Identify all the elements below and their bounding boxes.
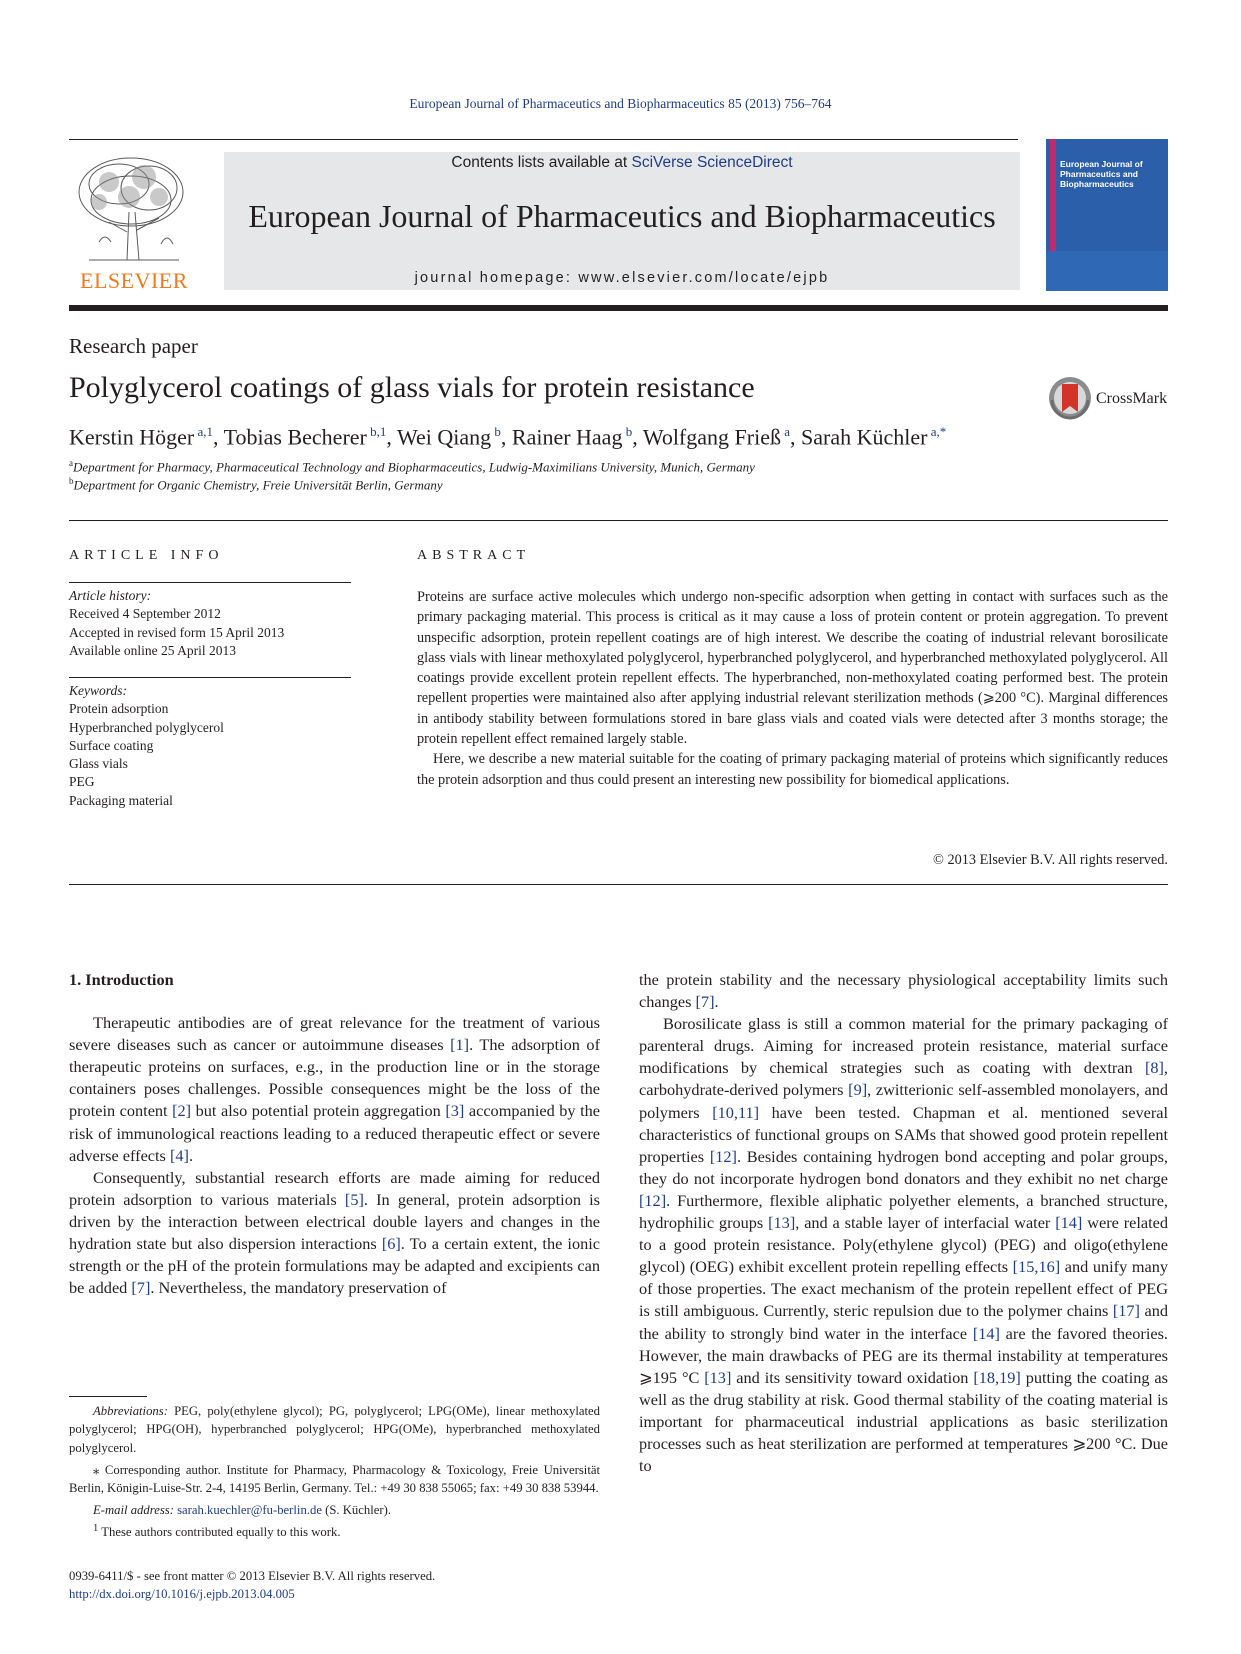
citation-link[interactable]: [12] xyxy=(639,1190,667,1210)
body-text: have been tested. Chapman et al. mentioned several characteristics of functional groups on SAMs that showed good protein repellent properties xyxy=(639,1102,1169,1166)
abstract xyxy=(417,587,1168,790)
article-type: Research paper xyxy=(69,334,198,358)
contents-line xyxy=(224,154,1020,172)
email-footnote xyxy=(69,1501,600,1519)
keyword: PEG xyxy=(69,774,95,790)
author-name: Wolfgang Frieß xyxy=(642,424,781,450)
affiliation-text: Department for Pharmacy, Pharmaceutical Technology and Biopharmaceutics, Ludwig-Maximilians University, Munich, Germany xyxy=(73,459,755,475)
elsevier-wordmark: ELSEVIER xyxy=(80,268,188,293)
citation-link[interactable]: [13] xyxy=(768,1213,796,1233)
abbreviations-footnote xyxy=(69,1402,600,1457)
email-suffix: (S. Küchler). xyxy=(321,1503,392,1518)
author-name: Sarah Küchler xyxy=(801,424,928,450)
citation-link[interactable]: [17] xyxy=(1112,1301,1140,1321)
body-text: are the favored theories. However, the main drawbacks of PEG are its thermal instability at temperatures ⩾195 °C xyxy=(639,1323,1169,1387)
body-text: putting the coating as well as the drug stability at risk. Good thermal stability of the coating material is important for pharmaceutical industrial applications as basic sterilization processes such as heat sterilization are performed at temperatures ⩾200 °C. Due to xyxy=(639,1367,1168,1476)
keywords-label: Keywords: xyxy=(69,683,127,698)
affiliation-a xyxy=(69,458,755,475)
abbreviations-text: PEG, poly(ethylene glycol); PG, polyglycerol; LPG(OMe), linear methoxylated polyglycerol; HPG(OH), hyperbranched polyglycerol; HPG(OMe), hyperbranched methoxylated polyglycerol. xyxy=(69,1404,600,1455)
author-name: Rainer Haag xyxy=(511,424,623,450)
body-column-right xyxy=(639,969,1168,1477)
issn-line: 0939-6411/$ - see front matter © 2013 Elsevier B.V. All rights reserved. xyxy=(69,1569,436,1583)
citation-link[interactable]: [6] xyxy=(381,1234,401,1254)
body-text: , carbohydrate-derived polymers xyxy=(639,1058,1168,1100)
body-text: . Furthermore, flexible aliphatic polyether elements, a branched structure, hydrophilic groups xyxy=(639,1190,1168,1233)
body-text: . Nevertheless, the mandatory preservation of xyxy=(150,1278,447,1298)
keyword: Glass vials xyxy=(69,756,128,772)
body-text: , zwitterionic self-assembled monolayers, and polymers xyxy=(639,1080,1168,1122)
body-text: were related to a good protein resistance. Poly(ethylene glycol) (PEG) and oligo(ethylene glycol) (OEG) exhibit excellent protein repelling effects xyxy=(639,1213,1168,1277)
body-text: , and a stable layer of interfacial water xyxy=(795,1213,1056,1233)
contents-prefix: Contents lists available at xyxy=(451,154,632,171)
article-info-rule xyxy=(69,582,351,583)
history-revised: Accepted in revised form 15 April 2013 xyxy=(69,624,285,640)
footnote-rule xyxy=(69,1396,147,1397)
article-title: Polyglycerol coatings of glass vials for protein resistance xyxy=(69,371,755,404)
crossmark-label[interactable]: CrossMark xyxy=(1096,390,1168,407)
affiliation-b xyxy=(69,476,443,493)
title-block-rule xyxy=(69,520,1168,521)
author-separator: , xyxy=(632,424,643,450)
keyword: Protein adsorption xyxy=(69,701,169,717)
abstract-paragraph: Proteins are surface active molecules which undergo non-specific adsorption when getting in contact with surfaces such as the primary packaging material. This process is critical as it may cause a loss of protein content or protein aggregation. To prevent unspecific adsorption, protein repellent coatings are of high interest. We describe the coating of industrial relevant borosilicate glass vials with linear methoxylated polyglycerol, hyperbranched polyglycerol, and hyperbranched methoxylated polyglycerol. All coatings provide excellent protein repellent effects. The hyperbranched, non-methoxylated coating performed best. The protein repellent properties were maintained also after applying industrial relevant sterilization methods (⩾200 °C). Marginal differences in antibody stability between formulations stored in bare glass vials and coated vials were detected after 3 months storage; the protein repellent effect remained largely stable. xyxy=(417,589,1168,748)
body-paragraph xyxy=(69,1012,600,1167)
author-name: Wei Qiang xyxy=(396,424,492,450)
history-label: Article history: xyxy=(69,588,152,603)
doi-link[interactable]: http://dx.doi.org/10.1016/j.ejpb.2013.04.005 xyxy=(69,1587,295,1602)
author-affiliation-mark[interactable]: b,1 xyxy=(366,424,387,439)
footnote-mark: 1 xyxy=(93,1522,99,1534)
section-heading: 1. Introduction xyxy=(69,970,174,989)
citation-link[interactable]: [15,16] xyxy=(1012,1257,1061,1277)
keyword: Surface coating xyxy=(69,737,154,753)
citation-link[interactable]: [9] xyxy=(848,1080,868,1100)
abstract-rule xyxy=(69,884,1168,885)
author-affiliation-mark[interactable]: a xyxy=(780,424,790,439)
body-text: . Besides containing hydrogen bond accepting and polar groups, they do not incorporate hydrogen bond donators and they exhibit no net charge xyxy=(639,1146,1168,1188)
author-name: Kerstin Höger xyxy=(69,424,195,450)
body-text: the protein stability and the necessary physiological acceptability limits such changes xyxy=(639,970,1168,1012)
body-text: but also potential protein aggregation xyxy=(191,1101,446,1121)
citation-link[interactable]: [1] xyxy=(450,1035,470,1055)
email-label: E-mail address: xyxy=(93,1503,174,1518)
abbreviations-label: Abbreviations: xyxy=(93,1404,168,1418)
history-online: Available online 25 April 2013 xyxy=(69,642,236,658)
citation-link[interactable]: [18,19] xyxy=(973,1367,1021,1387)
citation-link[interactable]: [14] xyxy=(972,1323,1000,1343)
body-text: and unify many of those properties. The exact mechanism of the protein repellent effect of PEG is still ambiguous. Currently, steric repulsion due to the polymer chains xyxy=(639,1257,1168,1321)
abstract-copyright: © 2013 Elsevier B.V. All rights reserved. xyxy=(933,852,1168,868)
author-separator: , xyxy=(386,424,397,450)
author-affiliation-mark[interactable]: b xyxy=(622,424,633,439)
citation-link[interactable]: [5] xyxy=(344,1189,364,1209)
citation-link[interactable]: [4] xyxy=(169,1145,189,1165)
body-text: accompanied by the risk of immunological reactions leading to a reduced therapeutic effect or severe adverse effects xyxy=(69,1101,601,1165)
body-text: Borosilicate glass is still a common material for the primary packaging of parenteral drugs. Aiming for increased protein resistance, material surface modifications by chemical strategies such as coating with dextran xyxy=(639,1014,1168,1078)
author-separator: , xyxy=(213,424,224,450)
keywords-rule xyxy=(69,677,351,678)
journal-reference[interactable]: European Journal of Pharmaceutics and Biopharmaceutics 85 (2013) 756–764 xyxy=(409,96,832,111)
citation-link[interactable]: [7] xyxy=(131,1278,151,1298)
affiliation-mark: b xyxy=(69,476,74,486)
body-text: and its sensitivity toward oxidation xyxy=(731,1367,974,1387)
header-rule xyxy=(69,139,1018,140)
equal-contribution-footnote xyxy=(69,1520,600,1542)
keywords xyxy=(69,682,359,810)
body-paragraph xyxy=(69,1167,600,1300)
corresponding-footnote: ⁎ Corresponding author. Institute for Pharmacy, Pharmacology & Toxicology, Freie Universität Berlin, Königin-Luise-Str. 2-4, 14195 Berlin, Germany. Tel.: +49 30 838 55065; fax: +49 30 838 53944. xyxy=(69,1462,600,1496)
keyword: Packaging material xyxy=(69,792,173,808)
body-paragraph xyxy=(639,1013,1168,1477)
keyword: Hyperbranched polyglycerol xyxy=(69,719,224,735)
body-text: Therapeutic antibodies are of great relevance for the treatment of various severe diseases such as cancer or autoimmune diseases xyxy=(69,1013,600,1055)
body-text: . The adsorption of therapeutic proteins on surfaces, e.g., in the production line or in the storage containers poses challenges. Possible consequences might be the loss of the protein content xyxy=(69,1035,600,1121)
body-text: and the ability to strongly bind water in the interface xyxy=(639,1301,1169,1343)
email-link[interactable]: sarah.kuechler@fu-berlin.de xyxy=(177,1503,322,1518)
abstract-paragraph: Here, we describe a new material suitable for the coating of primary packaging material of proteins which significantly reduces the protein adsorption and thus could present an interesting new possibility for biomedical applications. xyxy=(417,751,1168,788)
citation-link[interactable]: [13] xyxy=(704,1367,732,1387)
history-received: Received 4 September 2012 xyxy=(69,606,221,622)
citation-link[interactable]: [7] xyxy=(695,992,715,1012)
footnotes xyxy=(69,1402,600,1541)
article-info-heading: ARTICLE INFO xyxy=(69,548,224,563)
affiliation-mark: a xyxy=(69,458,73,468)
crossmark-icon[interactable] xyxy=(1048,376,1092,420)
article-history xyxy=(69,587,359,660)
abstract-heading: ABSTRACT xyxy=(417,548,531,563)
citation-link[interactable]: [12] xyxy=(709,1146,737,1166)
cover-title: European Journal of Pharmaceutics and Biopharmaceutics xyxy=(1060,159,1143,189)
left-paragraphs xyxy=(69,1012,600,1299)
author-affiliation-mark[interactable]: a,* xyxy=(927,424,947,439)
body-text: . xyxy=(188,1145,194,1165)
citation-link[interactable]: [10,11] xyxy=(712,1102,760,1122)
author-affiliation-mark[interactable]: a,1 xyxy=(194,424,214,439)
journal-homepage[interactable]: journal homepage: www.elsevier.com/locate/ejpb xyxy=(414,270,830,286)
citation-link[interactable]: [2] xyxy=(172,1101,192,1121)
body-text: Consequently, substantial research efforts are made aiming for reduced protein adsorption to various materials xyxy=(69,1167,600,1209)
cover-bottom-band xyxy=(1046,251,1168,291)
body-column-left xyxy=(69,969,600,1299)
journal-title: European Journal of Pharmaceutics and Biopharmaceutics xyxy=(248,198,996,234)
header-thick-rule xyxy=(69,305,1168,311)
body-text: . To a certain extent, the ionic strength or the pH of the protein formulations may be adapted and excipients can be added xyxy=(69,1234,600,1298)
author-list xyxy=(69,424,946,450)
journal-cover-thumbnail xyxy=(1046,139,1168,291)
body-paragraph xyxy=(639,969,1168,1013)
body-text: . In general, protein adsorption is driven by the interaction between electrical double layers and changes in the hydration state but also dispersion interactions xyxy=(69,1189,600,1254)
citation-link[interactable]: [3] xyxy=(445,1101,465,1121)
author-separator: , xyxy=(500,424,512,450)
sciencedirect-link[interactable]: SciVerse ScienceDirect xyxy=(631,154,793,171)
front-matter xyxy=(69,1567,669,1604)
author-name: Tobias Becherer xyxy=(223,424,367,450)
citation-link[interactable]: [8] xyxy=(1144,1058,1164,1078)
equal-contribution-text: These authors contributed equally to this work. xyxy=(101,1525,341,1540)
citation-link[interactable]: [14] xyxy=(1055,1213,1083,1233)
author-affiliation-mark[interactable]: b xyxy=(491,424,501,439)
affiliation-text: Department for Organic Chemistry, Freie Universität Berlin, Germany xyxy=(73,477,443,493)
body-text: . xyxy=(714,992,719,1012)
author-separator: , xyxy=(790,424,801,450)
